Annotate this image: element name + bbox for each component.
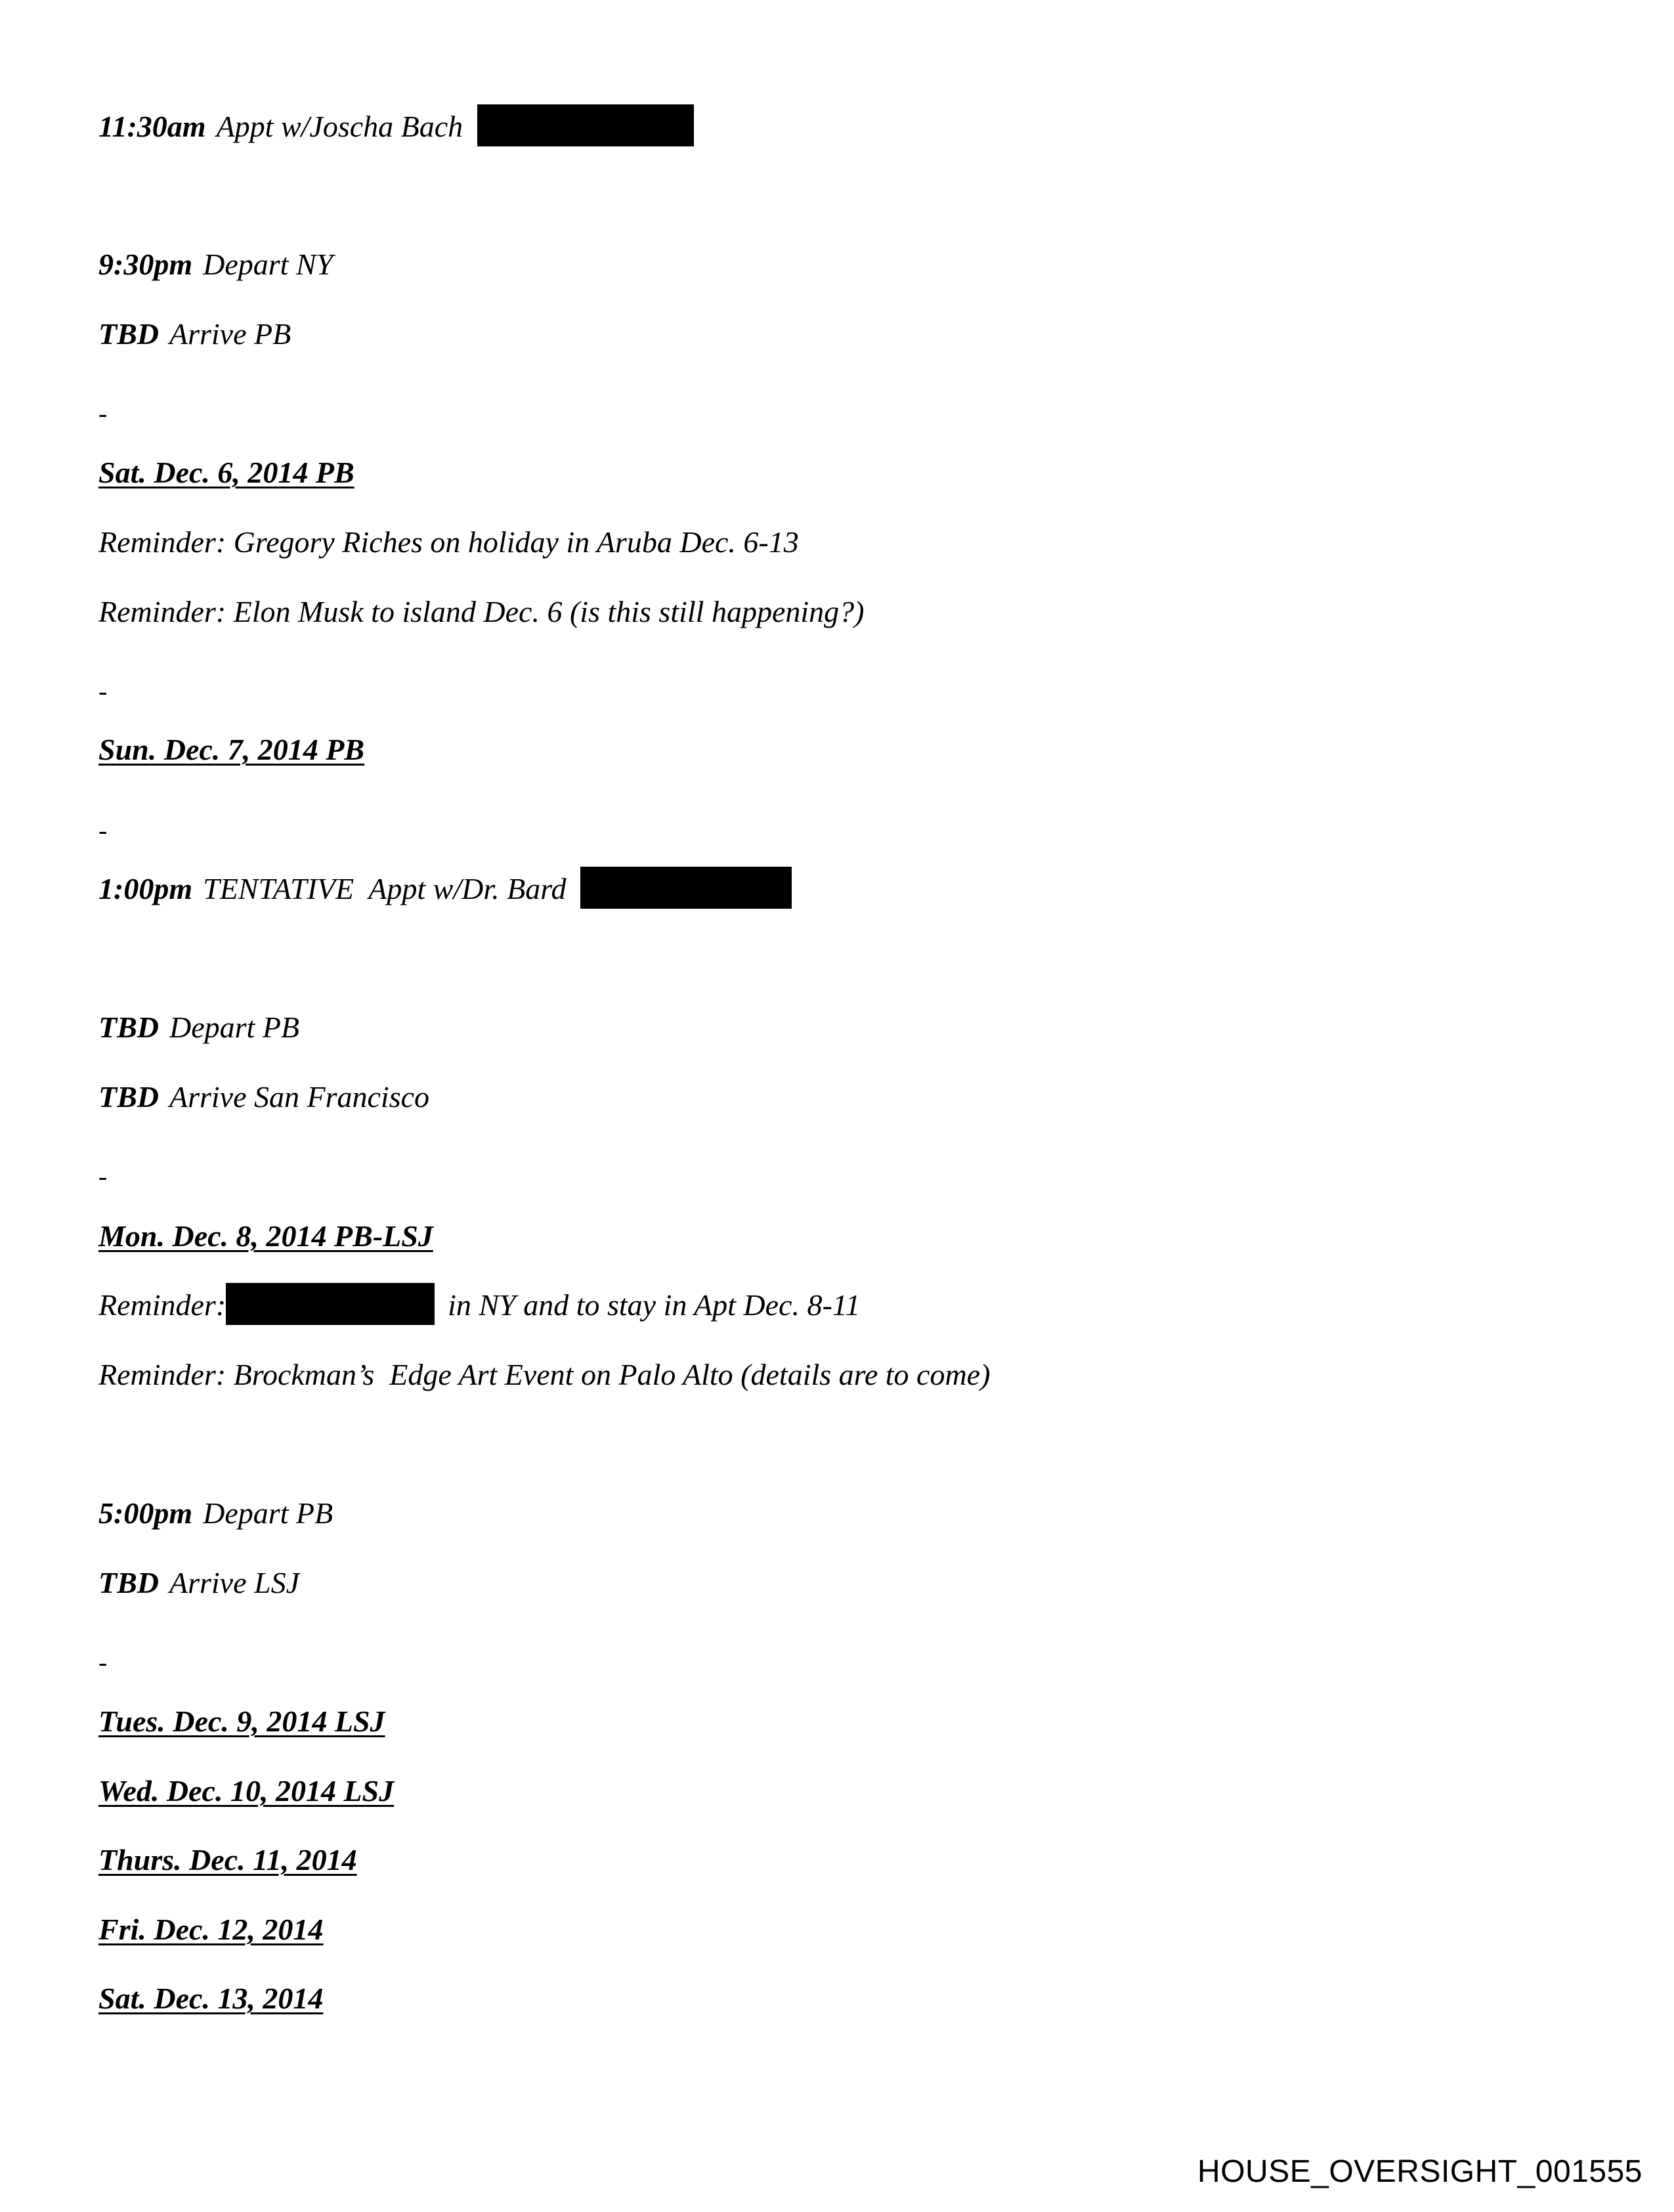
entry-text: TENTATIVE Appt w/Dr. Bard bbox=[203, 872, 567, 905]
entry-text: Depart PB bbox=[203, 1496, 333, 1530]
separator: - bbox=[98, 676, 108, 706]
entry-time: 11:30am bbox=[98, 110, 206, 143]
date-heading-dec-12 bbox=[98, 1910, 323, 1949]
entry-time: TBD bbox=[98, 1566, 159, 1599]
separator: - bbox=[98, 1647, 108, 1677]
reminder-text: Reminder: Elon Musk to island Dec. 6 (is this still happening?) bbox=[98, 595, 865, 628]
redaction-box bbox=[226, 1283, 435, 1325]
reminder-prefix: Reminder: bbox=[98, 1288, 226, 1322]
entry-arrive-pb bbox=[98, 314, 291, 354]
entry-time: 5:00pm bbox=[98, 1496, 193, 1530]
entry-dr-bard bbox=[98, 869, 792, 913]
entry-text: Depart NY bbox=[203, 248, 333, 281]
entry-arrive-san-francisco bbox=[98, 1077, 429, 1117]
date-heading-dec-9 bbox=[98, 1702, 385, 1741]
date-heading-dec-8 bbox=[98, 1217, 433, 1256]
reminder-suffix: in NY and to stay in Apt Dec. 8-11 bbox=[448, 1288, 861, 1322]
date-heading-dec-7 bbox=[98, 730, 364, 770]
bates-number: HOUSE_OVERSIGHT_001555 bbox=[1197, 2154, 1642, 2189]
reminder-text: Reminder: Gregory Riches on holiday in Aruba Dec. 6-13 bbox=[98, 525, 799, 559]
date-heading-dec-13 bbox=[98, 1979, 323, 2018]
entry-time: TBD bbox=[98, 1080, 159, 1114]
separator: - bbox=[98, 399, 108, 428]
date-heading: Fri. Dec. 12, 2014 bbox=[98, 1913, 324, 1946]
entry-arrive-lsj bbox=[98, 1563, 299, 1603]
entry-text: Appt w/Joscha Bach bbox=[216, 110, 463, 143]
entry-text: Arrive San Francisco bbox=[169, 1080, 430, 1114]
date-heading: Thurs. Dec. 11, 2014 bbox=[98, 1843, 357, 1876]
date-heading: Tues. Dec. 9, 2014 LSJ bbox=[98, 1704, 385, 1738]
date-heading: Mon. Dec. 8, 2014 PB-LSJ bbox=[98, 1219, 433, 1253]
entry-time: 9:30pm bbox=[98, 248, 193, 281]
date-heading: Sat. Dec. 6, 2014 PB bbox=[98, 456, 354, 489]
redaction-box bbox=[477, 104, 694, 146]
entry-depart-ny bbox=[98, 245, 333, 284]
redaction-box bbox=[580, 867, 792, 909]
entry-time: TBD bbox=[98, 1010, 159, 1044]
date-heading-dec-10 bbox=[98, 1771, 394, 1811]
date-heading-dec-6 bbox=[98, 453, 354, 492]
date-heading: Sun. Dec. 7, 2014 PB bbox=[98, 733, 365, 766]
date-heading: Sat. Dec. 13, 2014 bbox=[98, 1982, 324, 2015]
separator: - bbox=[98, 1161, 108, 1191]
entry-depart-pb bbox=[98, 1008, 299, 1047]
reminder-gregory-riches bbox=[98, 523, 799, 562]
entry-depart-pb-5pm bbox=[98, 1494, 333, 1533]
entry-text: Depart PB bbox=[169, 1010, 300, 1044]
entry-joscha-bach bbox=[98, 107, 694, 150]
entry-text: Arrive LSJ bbox=[169, 1566, 300, 1599]
date-heading: Wed. Dec. 10, 2014 LSJ bbox=[98, 1774, 395, 1808]
entry-time: TBD bbox=[98, 317, 159, 351]
entry-text: Arrive PB bbox=[169, 317, 291, 351]
reminder-elon-musk bbox=[98, 592, 864, 632]
reminder-brockman-edge bbox=[98, 1355, 990, 1395]
separator: - bbox=[98, 815, 108, 845]
date-heading-dec-11 bbox=[98, 1840, 357, 1880]
reminder-text: Reminder: Brockman’s Edge Art Event on Palo Alto (details are to come) bbox=[98, 1358, 991, 1391]
entry-time: 1:00pm bbox=[98, 872, 193, 905]
reminder-ny-apt bbox=[98, 1286, 860, 1329]
